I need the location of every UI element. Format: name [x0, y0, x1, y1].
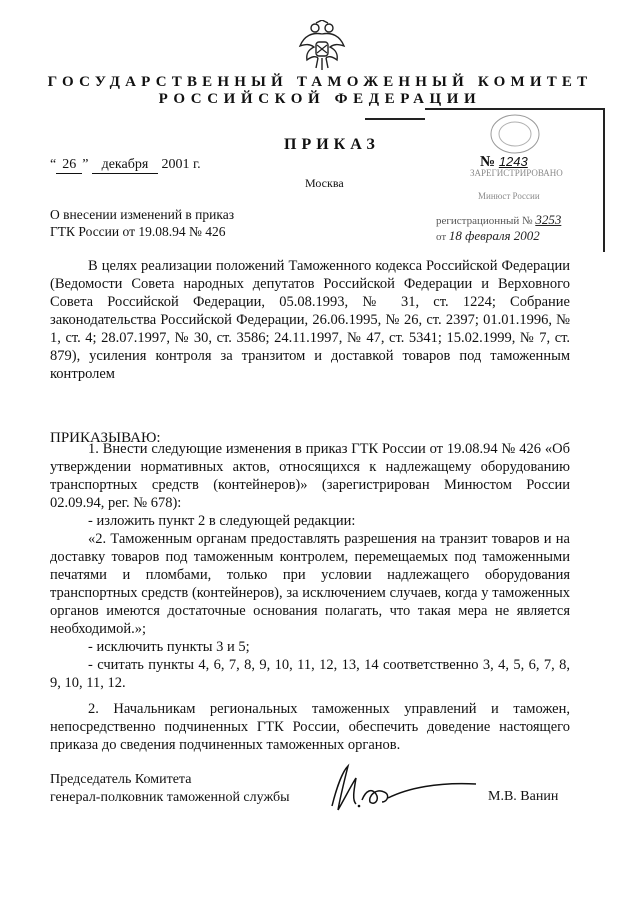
signatory-name: М.В. Ванин [488, 789, 559, 804]
preamble: В целях реализации положений Таможенного кодекса Российской Федерации (Ведомости Совета народных депутатов Российской Федерации и Верховного Совета Российской Федерации, 05.08.1993, № 31, ст. 1224; Собрание законодательства Российской Федерации, 26.06.1995, № 26, ст. 2397; 01.01.1996, № 1, ст. 4; 28.07.1997, № 30, ст. 3586; 24.11.1997, № 47, ст. 5341; 15.02.1999, № 7, ст. 879), усиления контроля за транзитом и доставкой товаров под таможенным контролем [50, 258, 570, 382]
document-subject: О внесении изменений в приказ ГТК России от 19.08.94 № 426 [50, 207, 235, 239]
organization-name: ГОСУДАРСТВЕННЫЙ ТАМОЖЕННЫЙ КОМИТЕТ [47, 74, 593, 90]
order-word: ПРИКАЗЫВАЮ: [50, 430, 161, 446]
order-number: № 1243 [480, 154, 528, 170]
registration-number: регистрационный № 3253 [436, 212, 562, 227]
document-date: “ 26 ” декабря 2001 г. [50, 157, 201, 172]
stamp-faint-text-2: Минюст России [478, 191, 540, 201]
organization-name-line2: РОССИЙСКОЙ ФЕДЕРАЦИИ [158, 91, 482, 107]
document-title: ПРИКАЗ [284, 136, 380, 153]
order-item-1: 1. Внести следующие изменения в приказ ГТК России от 19.08.94 № 426 «Об утверждении нормативных актов, относящихся к надлежащему оборудованию транспортных средств (контейнеров)» (зарегистрирован Минюстом России 02.09.94, рег. № 678): - изложить пункт 2 в следующей редакции: «2. Таможенным органам предоставлять разрешения на транзит товаров и на доставку товаров под таможенным контролем, перемещаемых под таможенными печатями и пломбами, только при условии надлежащего оборудования транспортных средств (контейнеров), за исключением случаев, когда у таможенных органов имеются достаточные основания полагать, что такая мера не является необходимой.»; - исключить пункты 3 и 5; - считать пункты 4, 6, 7, 8, 9, 10, 11, 12, 13, 14 соответственно 3, 4, 5, 6, 7, 8, 9, 10, 11, 12. [50, 441, 570, 691]
registration-date: от 18 февраля 2002 [436, 228, 540, 243]
handwritten-signature [318, 760, 478, 820]
order-item-2: 2. Начальникам региональных таможенных управлений и таможен, непосредственно подчиненных ГТК России, обеспечить доведение настоящего приказа до сведения подчиненных таможенных органов. [50, 701, 570, 753]
stamp-seal-icon [488, 112, 542, 156]
stamp-faint-text: ЗАРЕГИСТРИРОВАНО [470, 168, 563, 178]
document-city: Москва [305, 176, 344, 190]
signatory-position: Председатель Комитета генерал-полковник таможенной службы [50, 772, 290, 805]
state-emblem-icon [298, 20, 346, 72]
